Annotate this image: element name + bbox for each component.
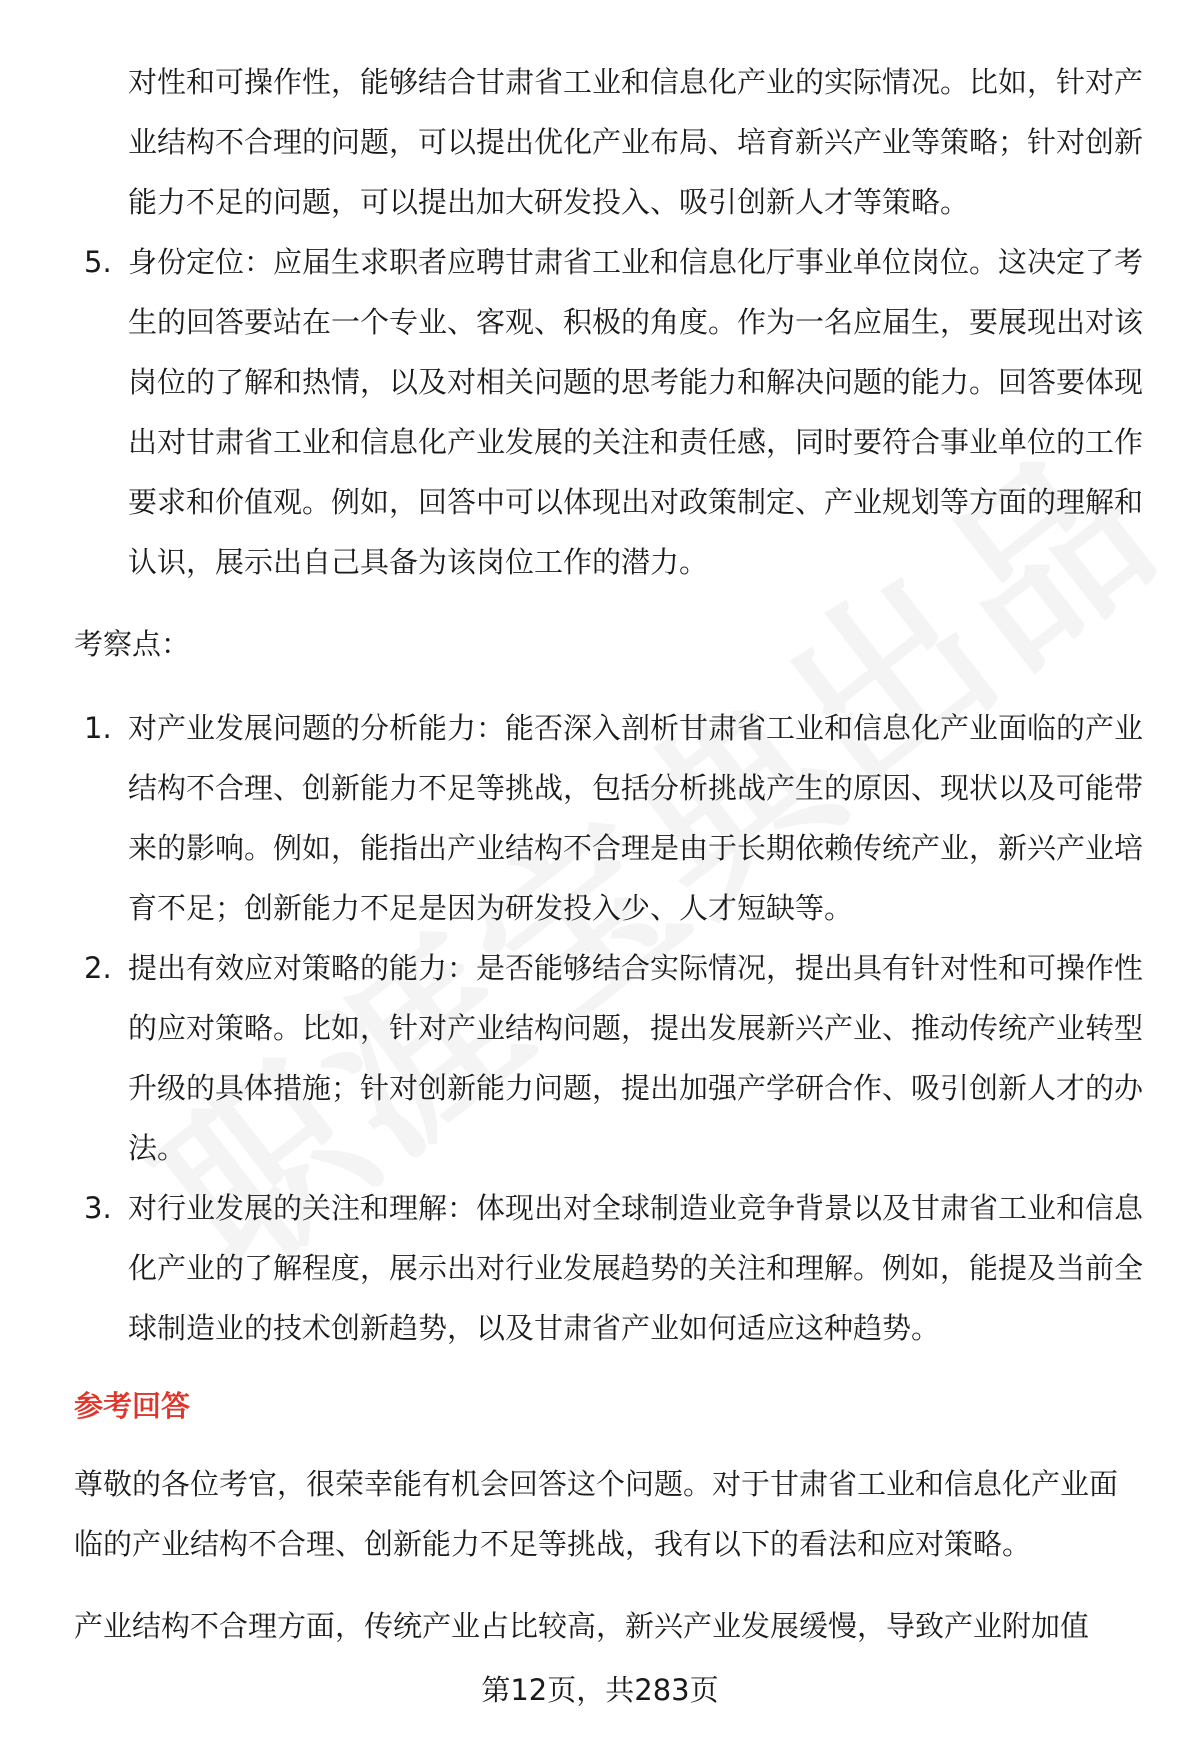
list-item-text: 对行业发展的关注和理解：体现出对全球制造业竞争背景以及甘肃省工业和信息化产业的了解程度，展示出对行业发展趋势的关注和理解。例如，能提及当前全球制造业的技术创新趋势，以及甘肃省产业如何适应这种趋势。 — [128, 1191, 1144, 1345]
list-item — [74, 232, 1144, 592]
page-content — [74, 52, 1144, 1678]
list-number: 5. — [84, 245, 112, 279]
analysis-list — [74, 232, 1144, 592]
list-item — [74, 1178, 1144, 1358]
reference-paragraph: 尊敬的各位考官，很荣幸能有机会回答这个问题。对于甘肃省工业和信息化产业面临的产业结构不合理、创新能力不足等挑战，我有以下的看法和应对策略。 — [74, 1467, 1119, 1561]
page-number: 第12页，共283页 — [481, 1673, 719, 1707]
list-item — [74, 938, 1144, 1178]
reference-paragraph: 产业结构不合理方面，传统产业占比较高，新兴产业发展缓慢，导致产业附加值 — [74, 1609, 1090, 1643]
list-number: 2. — [84, 951, 112, 985]
list-item — [74, 698, 1144, 938]
list-item-text: 提出有效应对策略的能力：是否能够结合实际情况，提出具有针对性和可操作性的应对策略。比如，针对产业结构问题，提出发展新兴产业、推动传统产业转型升级的具体措施；针对创新能力问题，提出加强产学研合作、吸引创新人才的办法。 — [128, 951, 1144, 1165]
list-item-text: 对产业发展问题的分析能力：能否深入剖析甘肃省工业和信息化产业面临的产业结构不合理、创新能力不足等挑战，包括分析挑战产生的原因、现状以及可能带来的影响。例如，能指出产业结构不合理是由于长期依赖传统产业，新兴产业培育不足；创新能力不足是因为研发投入少、人才短缺等。 — [128, 711, 1144, 925]
section-label-kaochadian: 考察点： — [74, 627, 191, 661]
continuation-paragraph: 对性和可操作性，能够结合甘肃省工业和信息化产业的实际情况。比如，针对产业结构不合理的问题，可以提出优化产业布局、培育新兴产业等策略；针对创新能力不足的问题，可以提出加大研发投入、吸引创新人才等策略。 — [128, 65, 1144, 219]
list-number: 3. — [84, 1191, 112, 1225]
list-item-text: 身份定位：应届生求职者应聘甘肃省工业和信息化厅事业单位岗位。这决定了考生的回答要站在一个专业、客观、积极的角度。作为一名应届生，要展现出对该岗位的了解和热情，以及对相关问题的思考能力和解决问题的能力。回答要体现出对甘肃省工业和信息化产业发展的关注和责任感，同时要符合事业单位的工作要求和价值观。例如，回答中可以体现出对政策制定、产业规划等方面的理解和认识，展示出自己具备为该岗位工作的潜力。 — [128, 245, 1144, 579]
reference-heading: 参考回答 — [74, 1389, 191, 1423]
kaochadian-list — [74, 698, 1144, 1358]
list-number: 1. — [84, 711, 112, 745]
